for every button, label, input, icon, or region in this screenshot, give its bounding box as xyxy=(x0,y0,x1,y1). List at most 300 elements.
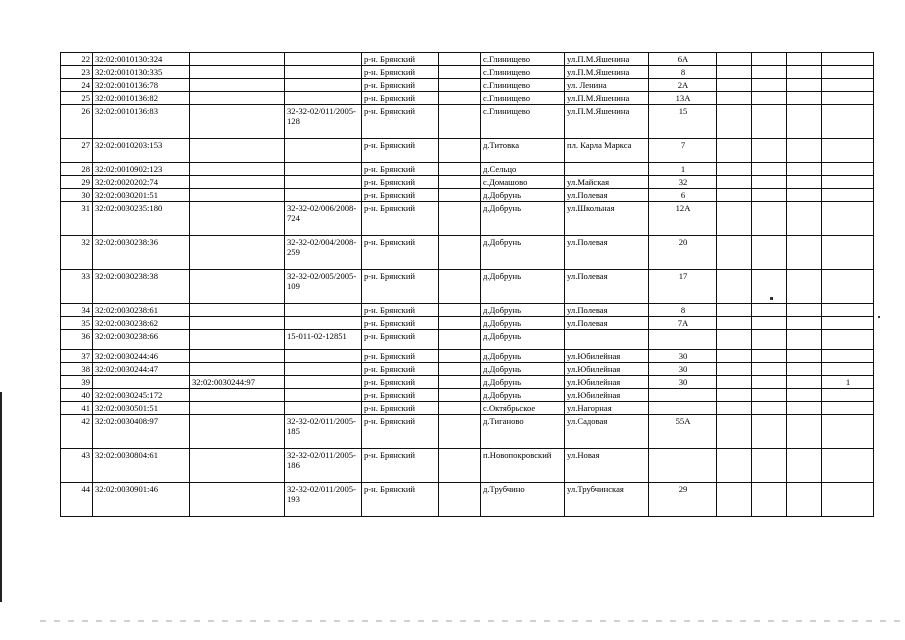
cadastral-number-alt xyxy=(190,317,285,330)
row-number: 33 xyxy=(61,270,93,304)
empty-cell xyxy=(717,483,752,517)
cadastral-number: 32:02:0010130:324 xyxy=(93,53,190,66)
row-number: 34 xyxy=(61,304,93,317)
empty-cell xyxy=(717,304,752,317)
cadastral-number: 32:02:0030244:47 xyxy=(93,363,190,376)
cadastral-number-alt xyxy=(190,304,285,317)
registration-number xyxy=(285,402,362,415)
registration-number xyxy=(285,139,362,163)
house-number: 15 xyxy=(649,105,717,139)
settlement: д.Добрунь xyxy=(481,330,565,350)
flag-value xyxy=(822,53,874,66)
settlement: с.Глинищево xyxy=(481,79,565,92)
cadastral-number-alt xyxy=(190,202,285,236)
street: ул.П.М.Яшенина xyxy=(565,105,649,139)
house-number xyxy=(649,402,717,415)
cadastral-number-alt xyxy=(190,189,285,202)
empty-cell xyxy=(439,66,481,79)
empty-cell xyxy=(717,449,752,483)
empty-cell xyxy=(717,363,752,376)
empty-cell xyxy=(717,317,752,330)
house-number: 12А xyxy=(649,202,717,236)
district: р-н. Брянский xyxy=(362,317,439,330)
cadastral-number-alt xyxy=(190,363,285,376)
empty-cell xyxy=(752,189,787,202)
empty-cell xyxy=(717,415,752,449)
house-number xyxy=(649,389,717,402)
street xyxy=(565,163,649,176)
registration-number: 32-32-02/005/2005-109 xyxy=(285,270,362,304)
district: р-н. Брянский xyxy=(362,236,439,270)
row-number: 39 xyxy=(61,376,93,389)
district: р-н. Брянский xyxy=(362,270,439,304)
row-number: 25 xyxy=(61,92,93,105)
row-number: 40 xyxy=(61,389,93,402)
flag-value xyxy=(822,363,874,376)
registration-number xyxy=(285,363,362,376)
cadastral-number: 32:02:0030201:51 xyxy=(93,189,190,202)
table-row xyxy=(61,202,874,236)
empty-cell xyxy=(439,105,481,139)
empty-cell xyxy=(752,139,787,163)
registration-number xyxy=(285,376,362,389)
registration-number xyxy=(285,389,362,402)
cadastral-number: 32:02:0010136:82 xyxy=(93,92,190,105)
cadastral-number-alt xyxy=(190,92,285,105)
row-number: 36 xyxy=(61,330,93,350)
settlement: с.Глинищево xyxy=(481,53,565,66)
empty-cell xyxy=(717,376,752,389)
registration-number: 32-32-02/006/2008-724 xyxy=(285,202,362,236)
street: ул.Полевая xyxy=(565,236,649,270)
cadastral-number: 32:02:0030238:62 xyxy=(93,317,190,330)
street: ул.Школьная xyxy=(565,202,649,236)
cadastral-number-alt xyxy=(190,415,285,449)
empty-cell xyxy=(752,304,787,317)
empty-cell xyxy=(787,270,822,304)
empty-cell xyxy=(752,105,787,139)
empty-cell xyxy=(439,189,481,202)
settlement: с.Глинищево xyxy=(481,92,565,105)
registration-number: 32-32-02/011/2005-193 xyxy=(285,483,362,517)
flag-value xyxy=(822,66,874,79)
empty-cell xyxy=(787,105,822,139)
empty-cell xyxy=(752,163,787,176)
street: ул.П.М.Яшенина xyxy=(565,66,649,79)
street: ул.Юбилейная xyxy=(565,389,649,402)
empty-cell xyxy=(787,350,822,363)
empty-cell xyxy=(439,53,481,66)
empty-cell xyxy=(787,317,822,330)
cadastral-number-alt xyxy=(190,389,285,402)
cadastral-number: 32:02:0010136:83 xyxy=(93,105,190,139)
cadastral-number-alt xyxy=(190,53,285,66)
cadastral-number: 32:02:0030238:36 xyxy=(93,236,190,270)
cadastral-number-alt xyxy=(190,330,285,350)
row-number: 28 xyxy=(61,163,93,176)
table-row xyxy=(61,415,874,449)
row-number: 41 xyxy=(61,402,93,415)
empty-cell xyxy=(787,483,822,517)
cadastral-number: 32:02:0030245:172 xyxy=(93,389,190,402)
empty-cell xyxy=(787,79,822,92)
cadastral-number-alt xyxy=(190,79,285,92)
cadastral-number: 32:02:0030238:38 xyxy=(93,270,190,304)
row-number: 32 xyxy=(61,236,93,270)
empty-cell xyxy=(752,402,787,415)
district: р-н. Брянский xyxy=(362,330,439,350)
house-number: 30 xyxy=(649,363,717,376)
row-number: 29 xyxy=(61,176,93,189)
empty-cell xyxy=(752,483,787,517)
cadastral-number: 32:02:0030238:66 xyxy=(93,330,190,350)
flag-value xyxy=(822,483,874,517)
settlement: д.Добрунь xyxy=(481,189,565,202)
empty-cell xyxy=(787,415,822,449)
street: ул.Юбилейная xyxy=(565,363,649,376)
empty-cell xyxy=(717,163,752,176)
registration-number xyxy=(285,66,362,79)
empty-cell xyxy=(717,202,752,236)
empty-cell xyxy=(439,163,481,176)
empty-cell xyxy=(717,402,752,415)
registration-number xyxy=(285,304,362,317)
street: ул.П.М.Яшенина xyxy=(565,53,649,66)
empty-cell xyxy=(752,449,787,483)
row-number: 38 xyxy=(61,363,93,376)
settlement: с.Октябрьское xyxy=(481,402,565,415)
empty-cell xyxy=(752,389,787,402)
empty-cell xyxy=(752,363,787,376)
empty-cell xyxy=(439,402,481,415)
row-number: 44 xyxy=(61,483,93,517)
empty-cell xyxy=(787,53,822,66)
registration-number: 15-011-02-12851 xyxy=(285,330,362,350)
flag-value xyxy=(822,402,874,415)
row-number: 42 xyxy=(61,415,93,449)
district: р-н. Брянский xyxy=(362,415,439,449)
settlement: с.Домашово xyxy=(481,176,565,189)
cadastral-number: 32:02:0010130:335 xyxy=(93,66,190,79)
flag-value xyxy=(822,449,874,483)
cadastral-number-alt xyxy=(190,176,285,189)
district: р-н. Брянский xyxy=(362,139,439,163)
flag-value xyxy=(822,330,874,350)
street: ул.Полевая xyxy=(565,317,649,330)
table-row xyxy=(61,139,874,163)
empty-cell xyxy=(752,236,787,270)
table-row xyxy=(61,483,874,517)
settlement: д.Добрунь xyxy=(481,202,565,236)
table-row xyxy=(61,330,874,350)
house-number xyxy=(649,449,717,483)
empty-cell xyxy=(787,363,822,376)
street xyxy=(565,330,649,350)
row-number: 30 xyxy=(61,189,93,202)
registration-number: 32-32-02/004/2008-259 xyxy=(285,236,362,270)
cadastral-number-alt xyxy=(190,163,285,176)
empty-cell xyxy=(439,304,481,317)
flag-value xyxy=(822,270,874,304)
empty-cell xyxy=(787,304,822,317)
table-row xyxy=(61,176,874,189)
empty-cell xyxy=(439,363,481,376)
district: р-н. Брянский xyxy=(362,105,439,139)
empty-cell xyxy=(787,202,822,236)
cadastral-number-alt xyxy=(190,236,285,270)
empty-cell xyxy=(717,270,752,304)
row-number: 35 xyxy=(61,317,93,330)
empty-cell xyxy=(752,415,787,449)
empty-cell xyxy=(439,415,481,449)
house-number: 2А xyxy=(649,79,717,92)
empty-cell xyxy=(787,449,822,483)
house-number: 29 xyxy=(649,483,717,517)
street: ул.Юбилейная xyxy=(565,350,649,363)
settlement: д.Сельцо xyxy=(481,163,565,176)
house-number: 17 xyxy=(649,270,717,304)
cadastral-number-alt xyxy=(190,66,285,79)
scan-speck xyxy=(878,316,880,318)
empty-cell xyxy=(717,330,752,350)
empty-cell xyxy=(752,53,787,66)
flag-value xyxy=(822,189,874,202)
street: ул.Майская xyxy=(565,176,649,189)
table-row xyxy=(61,270,874,304)
empty-cell xyxy=(787,163,822,176)
district: р-н. Брянский xyxy=(362,202,439,236)
house-number: 7 xyxy=(649,139,717,163)
row-number: 22 xyxy=(61,53,93,66)
cadastral-number: 32:02:0010136:78 xyxy=(93,79,190,92)
flag-value xyxy=(822,317,874,330)
settlement: с.Глинищево xyxy=(481,66,565,79)
cadastral-number: 32:02:0030238:61 xyxy=(93,304,190,317)
row-number: 26 xyxy=(61,105,93,139)
empty-cell xyxy=(439,176,481,189)
house-number: 32 xyxy=(649,176,717,189)
flag-value xyxy=(822,236,874,270)
row-number: 31 xyxy=(61,202,93,236)
empty-cell xyxy=(717,79,752,92)
empty-cell xyxy=(787,139,822,163)
street: ул.Юбилейная xyxy=(565,376,649,389)
street: ул.Нагорная xyxy=(565,402,649,415)
empty-cell xyxy=(717,139,752,163)
house-number: 55А xyxy=(649,415,717,449)
cadastral-number: 32:02:0030804:61 xyxy=(93,449,190,483)
empty-cell xyxy=(787,176,822,189)
empty-cell xyxy=(717,350,752,363)
table-row xyxy=(61,189,874,202)
table-row xyxy=(61,350,874,363)
empty-cell xyxy=(787,376,822,389)
settlement: п.Новопокровский xyxy=(481,449,565,483)
district: р-н. Брянский xyxy=(362,53,439,66)
settlement: д.Добрунь xyxy=(481,350,565,363)
cadastral-number-alt xyxy=(190,402,285,415)
row-number: 24 xyxy=(61,79,93,92)
district: р-н. Брянский xyxy=(362,79,439,92)
district: р-н. Брянский xyxy=(362,189,439,202)
empty-cell xyxy=(439,389,481,402)
settlement: д.Добрунь xyxy=(481,270,565,304)
registration-number xyxy=(285,317,362,330)
table-row xyxy=(61,317,874,330)
empty-cell xyxy=(752,270,787,304)
cadastral-number-alt xyxy=(190,270,285,304)
row-number: 27 xyxy=(61,139,93,163)
empty-cell xyxy=(752,317,787,330)
registration-number xyxy=(285,163,362,176)
empty-cell xyxy=(752,79,787,92)
street: ул.Новая xyxy=(565,449,649,483)
cadastral-number-alt xyxy=(190,449,285,483)
street: ул.Полевая xyxy=(565,304,649,317)
empty-cell xyxy=(787,389,822,402)
empty-cell xyxy=(439,236,481,270)
empty-cell xyxy=(752,92,787,105)
settlement: д.Добрунь xyxy=(481,376,565,389)
empty-cell xyxy=(787,92,822,105)
table-row xyxy=(61,449,874,483)
cadastral-number: 32:02:0030501:51 xyxy=(93,402,190,415)
empty-cell xyxy=(439,350,481,363)
empty-cell xyxy=(439,330,481,350)
table-row xyxy=(61,402,874,415)
flag-value xyxy=(822,389,874,402)
table-row xyxy=(61,376,874,389)
empty-cell xyxy=(752,376,787,389)
empty-cell xyxy=(752,176,787,189)
district: р-н. Брянский xyxy=(362,304,439,317)
house-number: 20 xyxy=(649,236,717,270)
flag-value xyxy=(822,79,874,92)
house-number xyxy=(649,330,717,350)
registration-number: 32-32-02/011/2005-186 xyxy=(285,449,362,483)
empty-cell xyxy=(717,92,752,105)
empty-cell xyxy=(752,330,787,350)
registration-number xyxy=(285,350,362,363)
flag-value xyxy=(822,139,874,163)
street: ул.Полевая xyxy=(565,270,649,304)
flag-value xyxy=(822,350,874,363)
empty-cell xyxy=(717,236,752,270)
house-number: 30 xyxy=(649,350,717,363)
street: ул.Трубчинская xyxy=(565,483,649,517)
street: ул.П.М.Яшенина xyxy=(565,92,649,105)
cadastral-number: 32:02:0030244:46 xyxy=(93,350,190,363)
flag-value xyxy=(822,92,874,105)
empty-cell xyxy=(439,79,481,92)
district: р-н. Брянский xyxy=(362,163,439,176)
empty-cell xyxy=(717,53,752,66)
cadastral-number: 32:02:0010203:153 xyxy=(93,139,190,163)
empty-cell xyxy=(439,449,481,483)
settlement: д.Титовка xyxy=(481,139,565,163)
house-number: 8 xyxy=(649,304,717,317)
empty-cell xyxy=(787,189,822,202)
empty-cell xyxy=(439,270,481,304)
registration-number xyxy=(285,189,362,202)
table-row xyxy=(61,304,874,317)
cadastral-number xyxy=(93,376,190,389)
district: р-н. Брянский xyxy=(362,176,439,189)
empty-cell xyxy=(752,202,787,236)
settlement: д.Тиганово xyxy=(481,415,565,449)
flag-value xyxy=(822,415,874,449)
district: р-н. Брянский xyxy=(362,449,439,483)
house-number: 6А xyxy=(649,53,717,66)
settlement: д.Добрунь xyxy=(481,304,565,317)
table-row xyxy=(61,163,874,176)
table-row xyxy=(61,389,874,402)
flag-value xyxy=(822,304,874,317)
table-row xyxy=(61,66,874,79)
cadastral-number-alt xyxy=(190,139,285,163)
empty-cell xyxy=(439,376,481,389)
empty-cell xyxy=(717,66,752,79)
house-number: 13А xyxy=(649,92,717,105)
property-register-table xyxy=(60,52,874,517)
flag-value xyxy=(822,176,874,189)
cadastral-number-alt: 32:02:0030244:97 xyxy=(190,376,285,389)
empty-cell xyxy=(787,66,822,79)
row-number: 23 xyxy=(61,66,93,79)
flag-value xyxy=(822,105,874,139)
cadastral-number: 32:02:0030235:180 xyxy=(93,202,190,236)
cadastral-number: 32:02:0010902:123 xyxy=(93,163,190,176)
district: р-н. Брянский xyxy=(362,389,439,402)
empty-cell xyxy=(787,402,822,415)
cadastral-number-alt xyxy=(190,483,285,517)
flag-value xyxy=(822,202,874,236)
settlement: д.Добрунь xyxy=(481,236,565,270)
empty-cell xyxy=(787,330,822,350)
street: пл. Карла Маркса xyxy=(565,139,649,163)
street: ул.Садовая xyxy=(565,415,649,449)
table-row xyxy=(61,236,874,270)
flag-value xyxy=(822,163,874,176)
registration-number xyxy=(285,53,362,66)
table-row xyxy=(61,105,874,139)
district: р-н. Брянский xyxy=(362,66,439,79)
table-row xyxy=(61,79,874,92)
district: р-н. Брянский xyxy=(362,402,439,415)
settlement: д.Добрунь xyxy=(481,389,565,402)
empty-cell xyxy=(752,350,787,363)
district: р-н. Брянский xyxy=(362,376,439,389)
empty-cell xyxy=(787,236,822,270)
house-number: 8 xyxy=(649,66,717,79)
empty-cell xyxy=(717,189,752,202)
cadastral-number-alt xyxy=(190,105,285,139)
settlement: д.Трубчино xyxy=(481,483,565,517)
empty-cell xyxy=(717,176,752,189)
house-number: 6 xyxy=(649,189,717,202)
table-row xyxy=(61,363,874,376)
empty-cell xyxy=(439,483,481,517)
house-number: 30 xyxy=(649,376,717,389)
table-row xyxy=(61,53,874,66)
settlement: д.Добрунь xyxy=(481,363,565,376)
settlement: д.Добрунь xyxy=(481,317,565,330)
registration-number: 32-32-02/011/2005-185 xyxy=(285,415,362,449)
table-row xyxy=(61,92,874,105)
settlement: с.Глинищево xyxy=(481,105,565,139)
registration-number xyxy=(285,92,362,105)
scan-noise xyxy=(40,620,900,622)
